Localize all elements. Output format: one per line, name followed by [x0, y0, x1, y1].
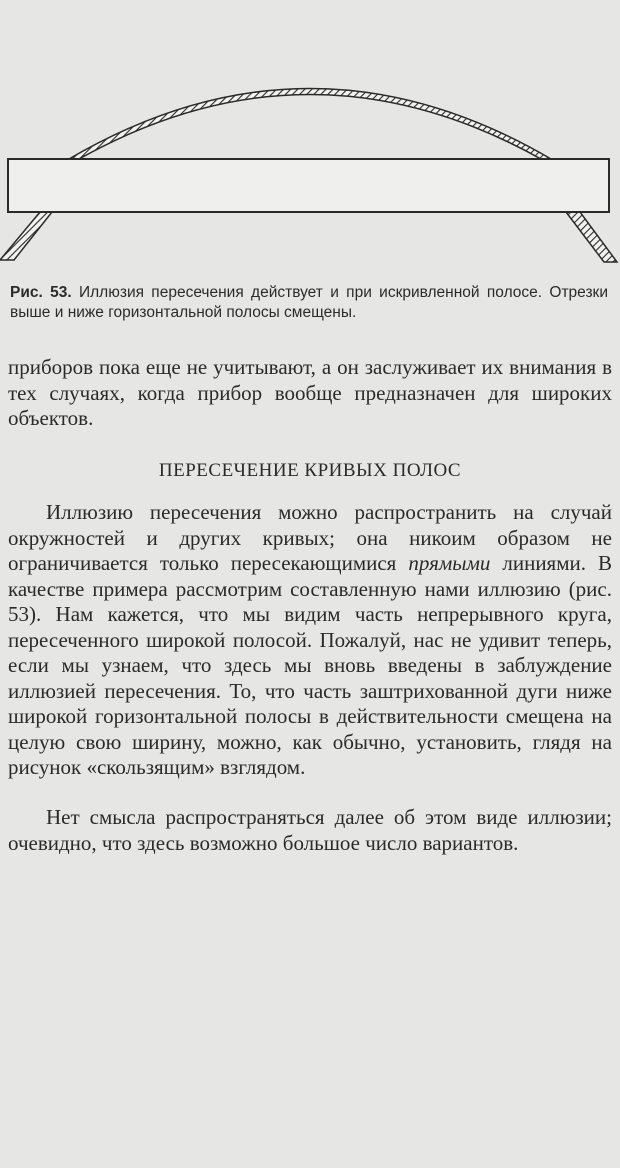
- paragraph-2-italic: прямыми: [408, 551, 491, 575]
- paragraph-3: Нет смысла распространяться далее об этом виде иллюзии; очевидно, что здесь возможно большое число вариантов.: [8, 805, 612, 855]
- paragraph-2-part-1: Иллюзию пересечения можно распространить на случай окружностей и других кривых; она никоим образом не ограничивается только пересекающимися: [8, 500, 612, 575]
- upper-arc: [69, 89, 551, 160]
- section-heading: ПЕРЕСЕЧЕНИЕ КРИВЫХ ПОЛОС: [158, 460, 462, 481]
- caption-label: Рис. 53.: [10, 284, 72, 301]
- curved-band-illusion: [0, 68, 620, 278]
- paragraph-1: приборов пока еще не учитывают, а он заслуживает их внимания в тех случаях, когда прибор вообще предназначен для широких объектов.: [8, 355, 612, 430]
- paragraph-2-part-2: линиями. В качестве примера рассмотрим составленную нами иллюзию (рис. 53). Нам кажется, что мы видим часть непрерывного круга, пересеченного широкой полосой. Пожалуй, нас не удивит теперь, если мы узнаем, что здесь мы вновь введены в заблуждение иллюзией пересечения. То, что часть заштрихованной дуги ниже широкой горизонтальной полосы в действительности смещена на целую свою ширину, можно, как обычно, установить, глядя на рисунок «скользящим» взглядом.: [8, 551, 612, 779]
- horizontal-band: [8, 159, 609, 212]
- lower-left-arc: [0, 212, 52, 260]
- caption-text: Иллюзия пересечения действует и при искривленной полосе. Отрезки выше и ниже горизонтальной полосы смещены.: [10, 284, 608, 321]
- lower-right-arc: [566, 212, 617, 262]
- figure-caption: [10, 283, 608, 323]
- paragraph-2: [8, 500, 612, 781]
- figure-53: [0, 68, 620, 278]
